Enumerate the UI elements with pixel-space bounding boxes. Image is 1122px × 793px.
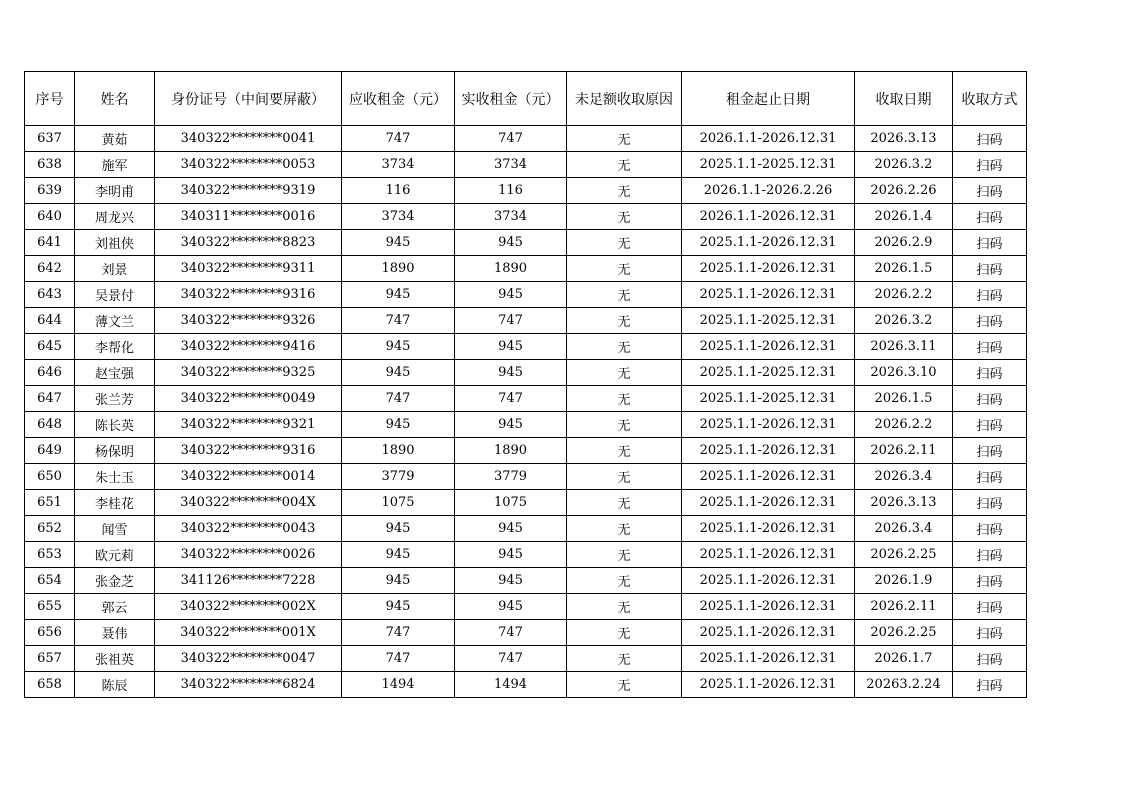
cell-collection-method: 扫码 <box>953 490 1027 516</box>
cell-shortfall-reason: 无 <box>567 672 682 698</box>
cell-rent-due: 1890 <box>342 256 455 282</box>
cell-index: 652 <box>25 516 75 542</box>
cell-rent-due: 1890 <box>342 438 455 464</box>
cell-rent-received: 3734 <box>455 152 567 178</box>
cell-rent-due: 1075 <box>342 490 455 516</box>
cell-collection-method: 扫码 <box>953 334 1027 360</box>
cell-id-number: 340322********8823 <box>155 230 342 256</box>
cell-name: 朱士玉 <box>75 464 155 490</box>
cell-collection-method: 扫码 <box>953 646 1027 672</box>
table-row <box>25 126 1027 152</box>
cell-collection-date: 2026.1.4 <box>855 204 953 230</box>
table-row <box>25 204 1027 230</box>
cell-collection-method: 扫码 <box>953 152 1027 178</box>
table-row <box>25 594 1027 620</box>
cell-rent-due: 945 <box>342 594 455 620</box>
cell-rent-due: 945 <box>342 360 455 386</box>
cell-shortfall-reason: 无 <box>567 412 682 438</box>
cell-rent-received: 3734 <box>455 204 567 230</box>
cell-rent-period: 2026.1.1-2026.12.31 <box>682 204 855 230</box>
cell-id-number: 340322********0053 <box>155 152 342 178</box>
cell-rent-received: 945 <box>455 568 567 594</box>
cell-rent-received: 747 <box>455 308 567 334</box>
cell-index: 649 <box>25 438 75 464</box>
cell-shortfall-reason: 无 <box>567 516 682 542</box>
table-row <box>25 412 1027 438</box>
cell-rent-period: 2025.1.1-2026.12.31 <box>682 646 855 672</box>
cell-collection-date: 2026.2.2 <box>855 412 953 438</box>
cell-name: 陈长英 <box>75 412 155 438</box>
cell-shortfall-reason: 无 <box>567 178 682 204</box>
cell-shortfall-reason: 无 <box>567 464 682 490</box>
cell-collection-date: 2026.1.7 <box>855 646 953 672</box>
header-rent-period: 租金起止日期 <box>682 72 855 126</box>
cell-shortfall-reason: 无 <box>567 646 682 672</box>
cell-collection-date: 2026.3.13 <box>855 126 953 152</box>
cell-rent-period: 2025.1.1-2026.12.31 <box>682 282 855 308</box>
cell-shortfall-reason: 无 <box>567 386 682 412</box>
table-body <box>25 126 1027 698</box>
cell-name: 郭云 <box>75 594 155 620</box>
cell-index: 655 <box>25 594 75 620</box>
rent-table <box>24 71 1027 698</box>
cell-rent-received: 747 <box>455 126 567 152</box>
cell-collection-date: 2026.3.2 <box>855 152 953 178</box>
cell-rent-received: 945 <box>455 594 567 620</box>
cell-rent-due: 1494 <box>342 672 455 698</box>
cell-rent-due: 3734 <box>342 152 455 178</box>
cell-index: 638 <box>25 152 75 178</box>
table-row <box>25 438 1027 464</box>
cell-index: 648 <box>25 412 75 438</box>
cell-rent-due: 945 <box>342 282 455 308</box>
cell-index: 650 <box>25 464 75 490</box>
cell-shortfall-reason: 无 <box>567 438 682 464</box>
cell-collection-method: 扫码 <box>953 412 1027 438</box>
cell-rent-received: 945 <box>455 282 567 308</box>
table-row <box>25 516 1027 542</box>
cell-id-number: 340322********6824 <box>155 672 342 698</box>
cell-id-number: 340322********001X <box>155 620 342 646</box>
cell-collection-date: 2026.2.25 <box>855 620 953 646</box>
cell-collection-method: 扫码 <box>953 542 1027 568</box>
cell-name: 杨保明 <box>75 438 155 464</box>
cell-collection-method: 扫码 <box>953 126 1027 152</box>
cell-name: 张兰芳 <box>75 386 155 412</box>
cell-collection-method: 扫码 <box>953 386 1027 412</box>
cell-rent-due: 945 <box>342 230 455 256</box>
cell-rent-received: 945 <box>455 334 567 360</box>
cell-rent-period: 2025.1.1-2026.12.31 <box>682 230 855 256</box>
cell-index: 653 <box>25 542 75 568</box>
cell-index: 656 <box>25 620 75 646</box>
cell-collection-date: 2026.2.11 <box>855 594 953 620</box>
cell-name: 赵宝强 <box>75 360 155 386</box>
cell-id-number: 340322********0043 <box>155 516 342 542</box>
cell-rent-period: 2025.1.1-2026.12.31 <box>682 412 855 438</box>
cell-id-number: 340322********9316 <box>155 438 342 464</box>
cell-index: 641 <box>25 230 75 256</box>
cell-collection-date: 2026.2.11 <box>855 438 953 464</box>
cell-shortfall-reason: 无 <box>567 126 682 152</box>
cell-collection-date: 2026.3.2 <box>855 308 953 334</box>
cell-id-number: 340322********9321 <box>155 412 342 438</box>
cell-name: 聂伟 <box>75 620 155 646</box>
cell-id-number: 340322********004X <box>155 490 342 516</box>
header-index: 序号 <box>25 72 75 126</box>
cell-index: 644 <box>25 308 75 334</box>
cell-rent-due: 747 <box>342 308 455 334</box>
cell-rent-period: 2026.1.1-2026.12.31 <box>682 126 855 152</box>
cell-rent-received: 747 <box>455 646 567 672</box>
cell-rent-due: 945 <box>342 568 455 594</box>
table-row <box>25 386 1027 412</box>
table-row <box>25 646 1027 672</box>
cell-name: 张祖英 <box>75 646 155 672</box>
cell-id-number: 340322********0049 <box>155 386 342 412</box>
header-rent-due: 应收租金（元） <box>342 72 455 126</box>
cell-rent-period: 2025.1.1-2025.12.31 <box>682 308 855 334</box>
table-row <box>25 464 1027 490</box>
table-row <box>25 178 1027 204</box>
cell-rent-period: 2025.1.1-2026.12.31 <box>682 620 855 646</box>
cell-index: 642 <box>25 256 75 282</box>
cell-id-number: 340322********9311 <box>155 256 342 282</box>
cell-id-number: 340322********9416 <box>155 334 342 360</box>
cell-name: 李帮化 <box>75 334 155 360</box>
cell-rent-received: 747 <box>455 620 567 646</box>
cell-rent-period: 2025.1.1-2026.12.31 <box>682 516 855 542</box>
cell-id-number: 340322********0041 <box>155 126 342 152</box>
cell-rent-received: 1075 <box>455 490 567 516</box>
table-row <box>25 230 1027 256</box>
cell-collection-date: 2026.2.26 <box>855 178 953 204</box>
cell-shortfall-reason: 无 <box>567 334 682 360</box>
cell-id-number: 340322********0047 <box>155 646 342 672</box>
cell-index: 647 <box>25 386 75 412</box>
cell-collection-date: 2026.2.25 <box>855 542 953 568</box>
cell-collection-date: 2026.1.9 <box>855 568 953 594</box>
cell-index: 640 <box>25 204 75 230</box>
cell-collection-method: 扫码 <box>953 568 1027 594</box>
cell-rent-period: 2025.1.1-2026.12.31 <box>682 490 855 516</box>
cell-rent-due: 3734 <box>342 204 455 230</box>
cell-rent-received: 1890 <box>455 438 567 464</box>
cell-rent-received: 945 <box>455 230 567 256</box>
cell-collection-date: 2026.1.5 <box>855 256 953 282</box>
cell-rent-received: 747 <box>455 386 567 412</box>
cell-collection-date: 2026.3.13 <box>855 490 953 516</box>
cell-rent-period: 2025.1.1-2025.12.31 <box>682 360 855 386</box>
table-row <box>25 568 1027 594</box>
header-rent-received: 实收租金（元） <box>455 72 567 126</box>
cell-shortfall-reason: 无 <box>567 256 682 282</box>
cell-id-number: 340322********002X <box>155 594 342 620</box>
cell-shortfall-reason: 无 <box>567 152 682 178</box>
cell-index: 645 <box>25 334 75 360</box>
cell-rent-period: 2025.1.1-2026.12.31 <box>682 464 855 490</box>
cell-index: 646 <box>25 360 75 386</box>
cell-rent-period: 2025.1.1-2026.12.31 <box>682 594 855 620</box>
cell-rent-period: 2026.1.1-2026.2.26 <box>682 178 855 204</box>
cell-index: 658 <box>25 672 75 698</box>
cell-shortfall-reason: 无 <box>567 568 682 594</box>
cell-rent-due: 747 <box>342 386 455 412</box>
cell-name: 吴景付 <box>75 282 155 308</box>
cell-collection-method: 扫码 <box>953 438 1027 464</box>
cell-id-number: 340322********9316 <box>155 282 342 308</box>
cell-rent-due: 945 <box>342 516 455 542</box>
cell-collection-method: 扫码 <box>953 230 1027 256</box>
cell-rent-received: 945 <box>455 412 567 438</box>
cell-collection-method: 扫码 <box>953 282 1027 308</box>
cell-rent-due: 3779 <box>342 464 455 490</box>
cell-collection-date: 2026.2.9 <box>855 230 953 256</box>
cell-rent-received: 945 <box>455 360 567 386</box>
cell-rent-received: 1494 <box>455 672 567 698</box>
table-row <box>25 360 1027 386</box>
cell-collection-method: 扫码 <box>953 308 1027 334</box>
cell-index: 639 <box>25 178 75 204</box>
cell-rent-period: 2025.1.1-2026.12.31 <box>682 542 855 568</box>
table-row <box>25 152 1027 178</box>
cell-index: 654 <box>25 568 75 594</box>
cell-rent-due: 747 <box>342 646 455 672</box>
cell-index: 657 <box>25 646 75 672</box>
cell-name: 张金芝 <box>75 568 155 594</box>
table-row <box>25 490 1027 516</box>
cell-shortfall-reason: 无 <box>567 282 682 308</box>
cell-shortfall-reason: 无 <box>567 360 682 386</box>
cell-shortfall-reason: 无 <box>567 230 682 256</box>
header-id-number: 身份证号（中间要屏蔽） <box>155 72 342 126</box>
cell-name: 闻雪 <box>75 516 155 542</box>
cell-name: 施军 <box>75 152 155 178</box>
cell-rent-due: 116 <box>342 178 455 204</box>
cell-shortfall-reason: 无 <box>567 594 682 620</box>
cell-name: 刘祖侠 <box>75 230 155 256</box>
cell-collection-date: 2026.3.4 <box>855 516 953 542</box>
cell-collection-date: 2026.2.2 <box>855 282 953 308</box>
cell-rent-received: 116 <box>455 178 567 204</box>
cell-collection-method: 扫码 <box>953 594 1027 620</box>
cell-id-number: 340322********0014 <box>155 464 342 490</box>
cell-shortfall-reason: 无 <box>567 542 682 568</box>
cell-shortfall-reason: 无 <box>567 620 682 646</box>
table-row <box>25 308 1027 334</box>
cell-collection-method: 扫码 <box>953 620 1027 646</box>
cell-rent-period: 2025.1.1-2025.12.31 <box>682 152 855 178</box>
cell-name: 刘景 <box>75 256 155 282</box>
cell-rent-period: 2025.1.1-2026.12.31 <box>682 672 855 698</box>
cell-id-number: 340311********0016 <box>155 204 342 230</box>
cell-collection-method: 扫码 <box>953 464 1027 490</box>
cell-collection-method: 扫码 <box>953 672 1027 698</box>
table-row <box>25 672 1027 698</box>
cell-rent-period: 2025.1.1-2026.12.31 <box>682 438 855 464</box>
cell-collection-date: 20263.2.24 <box>855 672 953 698</box>
cell-collection-method: 扫码 <box>953 360 1027 386</box>
table-row <box>25 334 1027 360</box>
cell-name: 周龙兴 <box>75 204 155 230</box>
cell-collection-method: 扫码 <box>953 256 1027 282</box>
cell-collection-method: 扫码 <box>953 204 1027 230</box>
cell-name: 李桂花 <box>75 490 155 516</box>
cell-rent-due: 747 <box>342 620 455 646</box>
cell-index: 637 <box>25 126 75 152</box>
cell-index: 643 <box>25 282 75 308</box>
cell-rent-received: 945 <box>455 542 567 568</box>
cell-rent-period: 2025.1.1-2026.12.31 <box>682 256 855 282</box>
table-row <box>25 620 1027 646</box>
cell-rent-due: 945 <box>342 334 455 360</box>
cell-shortfall-reason: 无 <box>567 490 682 516</box>
table-row <box>25 256 1027 282</box>
header-shortfall-reason: 未足额收取原因 <box>567 72 682 126</box>
cell-rent-due: 945 <box>342 412 455 438</box>
cell-rent-due: 747 <box>342 126 455 152</box>
cell-collection-date: 2026.3.11 <box>855 334 953 360</box>
cell-collection-method: 扫码 <box>953 178 1027 204</box>
cell-name: 黄茹 <box>75 126 155 152</box>
cell-name: 薄文兰 <box>75 308 155 334</box>
table-header-row <box>25 72 1027 126</box>
cell-rent-period: 2025.1.1-2026.12.31 <box>682 334 855 360</box>
cell-name: 欧元莉 <box>75 542 155 568</box>
cell-rent-received: 3779 <box>455 464 567 490</box>
cell-shortfall-reason: 无 <box>567 308 682 334</box>
cell-rent-period: 2025.1.1-2025.12.31 <box>682 386 855 412</box>
cell-shortfall-reason: 无 <box>567 204 682 230</box>
cell-id-number: 340322********9325 <box>155 360 342 386</box>
cell-rent-period: 2025.1.1-2026.12.31 <box>682 568 855 594</box>
cell-id-number: 341126********7228 <box>155 568 342 594</box>
cell-collection-date: 2026.1.5 <box>855 386 953 412</box>
table-row <box>25 542 1027 568</box>
cell-index: 651 <box>25 490 75 516</box>
cell-rent-due: 945 <box>342 542 455 568</box>
cell-collection-date: 2026.3.10 <box>855 360 953 386</box>
header-collection-method: 收取方式 <box>953 72 1027 126</box>
header-collection-date: 收取日期 <box>855 72 953 126</box>
cell-rent-received: 1890 <box>455 256 567 282</box>
cell-collection-method: 扫码 <box>953 516 1027 542</box>
cell-id-number: 340322********9319 <box>155 178 342 204</box>
cell-id-number: 340322********9326 <box>155 308 342 334</box>
cell-collection-date: 2026.3.4 <box>855 464 953 490</box>
cell-name: 李明甫 <box>75 178 155 204</box>
cell-name: 陈辰 <box>75 672 155 698</box>
table-row <box>25 282 1027 308</box>
cell-rent-received: 945 <box>455 516 567 542</box>
header-name: 姓名 <box>75 72 155 126</box>
cell-id-number: 340322********0026 <box>155 542 342 568</box>
